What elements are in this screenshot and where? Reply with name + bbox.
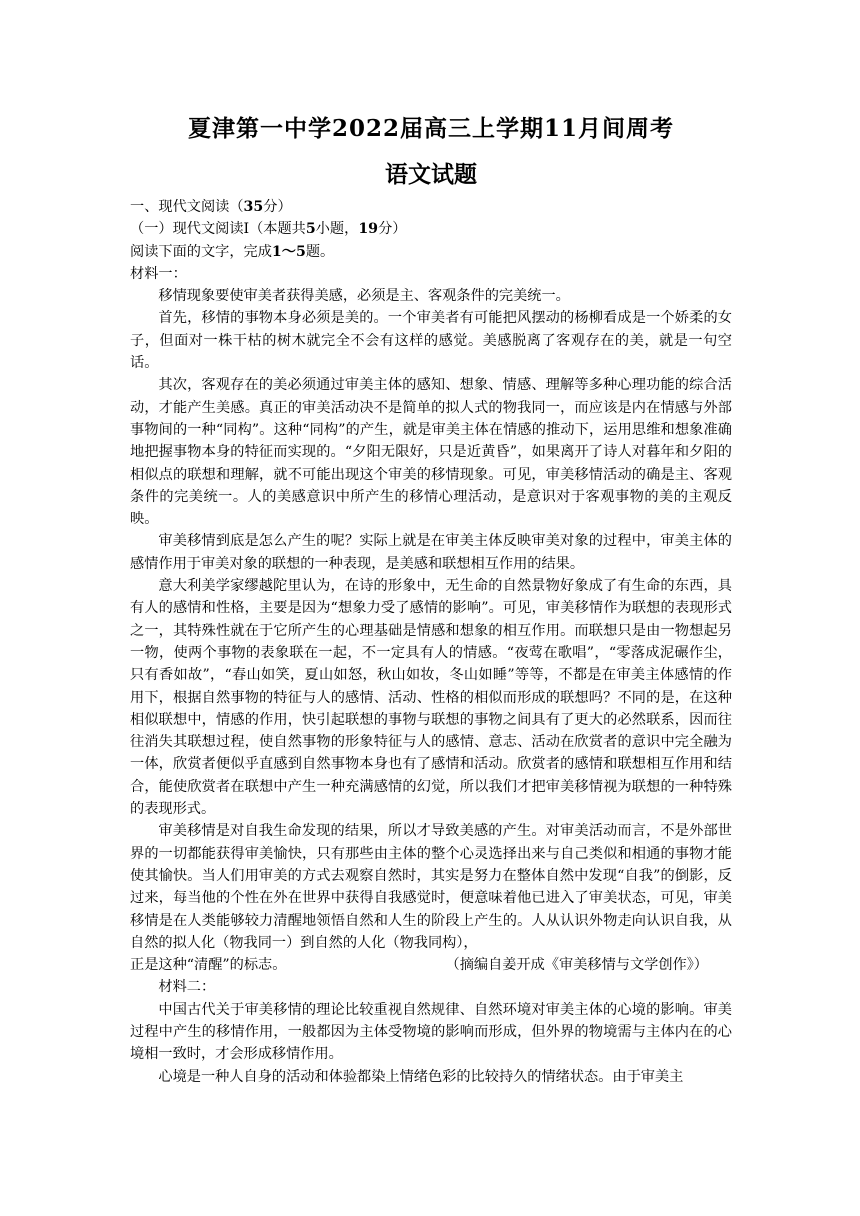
material1-paragraph: 首先，移情的事物本身必须是美的。一个审美者有可能把风摆动的杨柳看成是一个娇柔的女子，但面对一株干枯的树木就完全不会有这样的感觉。美感脱离了客观存在的美，就是一句空话。 bbox=[130, 310, 732, 372]
material1-paragraph: 意大利美学家缪越陀里认为，在诗的形象中，无生命的自然景物好象成了有生命的东西，具有人的感情和性格，主要是因为“想象力受了感情的影响”。可见，审美移情作为联想的表现形式之一，其特殊性就在于它所产生的心理基础是情感和想象的相互作用。而联想只是由一物想起另一物，使两个事物的表象联在一起，不一定具有人的情感。“夜莺在歌唱”，“零落成泥碾作尘，只有香如故”，“春山如笑，夏山如怒，秋山如妆，冬山如睡”等等，不都是在审美主体感情的作用下，根据自然事物的特征与人的感情、活动、性格的相似而形成的联想吗？不同的是，在这种相似联想中，情感的作用，快引起联想的事物与联想的事物之间具有了更大的必然联系，因而往往消失其联想过程，使自然事物的形象特征与人的感情、意志、活动在欣赏者的意识中完全融为一体，欣赏者便似乎直感到自然事物本身也有了感情和活动。欣赏者的感情和联想相互作用和结合，能使欣赏者在联想中产生一种充满感情的幻觉，所以我们才把审美移情视为联想的一种特殊的表现形式。 bbox=[130, 578, 732, 818]
instruction-prefix: 阅读下面的文字，完成 bbox=[130, 243, 272, 260]
exam-subtitle: 语文试题 bbox=[385, 161, 477, 188]
subsection-count: 5 bbox=[305, 221, 316, 238]
instruction-range: 1～5 bbox=[271, 243, 306, 260]
material1-paragraph: 审美移情是对自我生命发现的结果，所以才导致美感的产生。对审美活动而言，不是外部世界的一切都能获得审美愉快，只有那些由主体的整个心灵选择出来与自己类似和相通的事物才能使其愉快。当人们用审美的方式去观察自然时，其实是努力在整体自然中发现“自我”的倒影，反过来，每当他的个性在外在世界中获得自我感觉时，便意味着他已进入了审美状态，可见，审美移情是在人类能够较力清醒地领悟自然和人生的阶段上产生的。人从认识外物走向认识自我，从自然的拟人化（物我同一）到自然的人化（物我同构）， bbox=[130, 823, 732, 951]
exam-title: 夏津第一中学2022届高三上学期11月间周考 bbox=[187, 115, 675, 142]
material2-label: 材料二： bbox=[158, 979, 216, 996]
section-heading-suffix: 分） bbox=[263, 199, 292, 215]
material1-last-line: 正是这种“清醒”的标志。 bbox=[130, 957, 287, 974]
material1-paragraph: 移情现象要使审美者获得美感，必须是主、客观条件的完美统一。 bbox=[158, 288, 570, 305]
section-heading bbox=[130, 196, 732, 218]
subsection-prefix: （一）现代文阅读Ⅰ（本题共 bbox=[130, 221, 306, 238]
material1-source: （摘编自姜开成《审美移情与文学创作》） bbox=[445, 957, 708, 974]
instruction-suffix: 题。 bbox=[305, 243, 335, 260]
section-heading-score: 35 bbox=[243, 199, 264, 215]
material1-label: 材料一： bbox=[130, 265, 187, 282]
material1-closing-row bbox=[130, 954, 732, 976]
subsection-mid: 小题， bbox=[315, 221, 359, 238]
subsection-suffix: 分） bbox=[378, 221, 407, 238]
instruction bbox=[130, 241, 732, 263]
material2-paragraph: 心境是一种人自身的活动和体验都染上情绪色彩的比较持久的情绪状态。由于审美主 bbox=[158, 1068, 684, 1085]
subsection-heading bbox=[130, 218, 732, 240]
material1-paragraph: 审美移情到底是怎么产生的呢？实际上就是在审美主体反映审美对象的过程中，审美主体的感情作用于审美对象的联想的一种表现，是美感和联想相互作用的结果。 bbox=[130, 533, 732, 572]
material2-paragraph: 中国古代关于审美移情的理论比较重视自然规律、自然环境对审美主体的心境的影响。审美过程中产生的移情作用，一般都因为主体受物境的影响而形成，但外界的物境需与主体内在的心境相一致时，才会形成移情作用。 bbox=[130, 1001, 732, 1063]
subsection-score: 19 bbox=[358, 221, 379, 238]
material1-paragraph: 其次，客观存在的美必须通过审美主体的感知、想象、情感、理解等多种心理功能的综合活动，才能产生美感。真正的审美活动决不是简单的拟人式的物我同一，而应该是内在情感与外部事物间的一种“同构”。这种“同构”的产生，就是审美主体在情感的推动下，运用思维和想象准确地把握事物本身的特征而实现的。“夕阳无限好，只是近黄昏”，如果离开了诗人对暮年和夕阳的相似点的联想和理解，就不可能出现这个审美的移情现象。可见，审美移情活动的确是主、客观条件的完美统一。人的美感意识中所产生的移情心理活动，是意识对于客观事物的美的主观反映。 bbox=[130, 377, 732, 528]
section-heading-prefix: 一、现代文阅读（ bbox=[130, 199, 244, 215]
document-page bbox=[130, 112, 732, 1088]
